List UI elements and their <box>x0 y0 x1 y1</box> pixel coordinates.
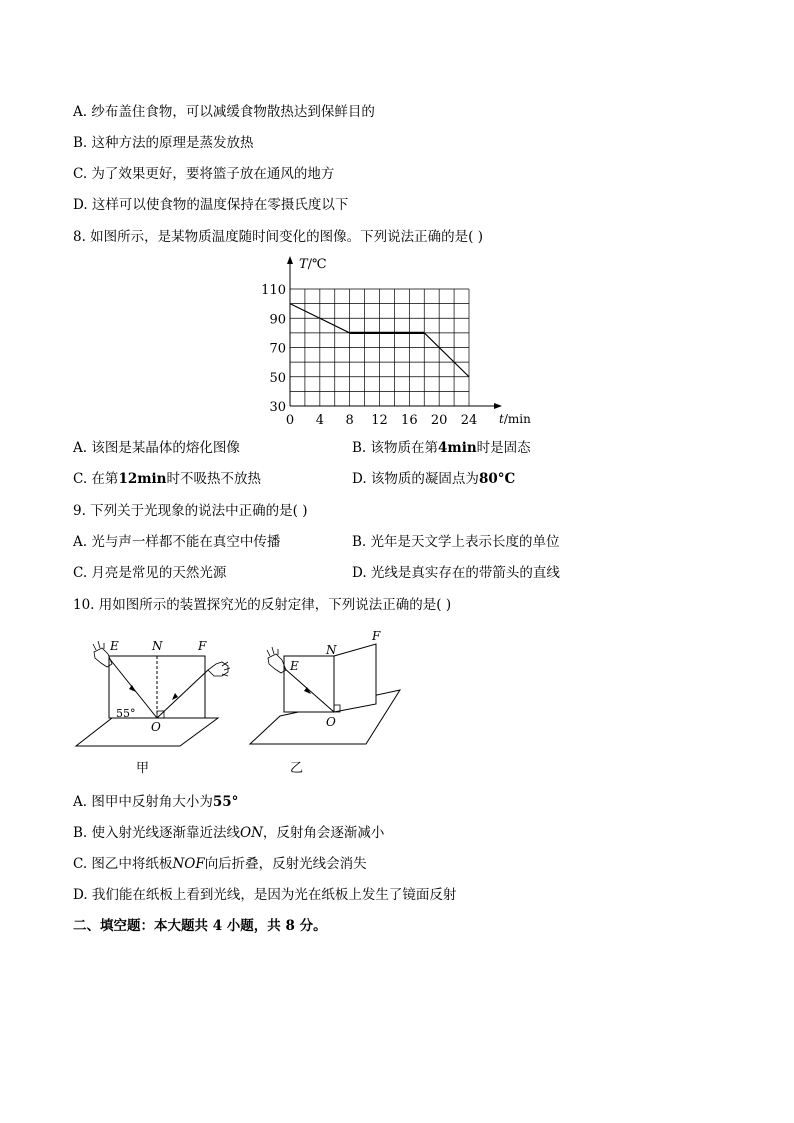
label-e: E <box>290 659 299 673</box>
label-angle: 55° <box>116 707 136 720</box>
q8-option-c: C. 在第12min时不吸热不放热 <box>73 471 261 487</box>
hand-right-icon <box>208 662 230 676</box>
q8-option-a: A. 该图是某晶体的熔化图像 <box>73 440 240 456</box>
label-n: N <box>326 643 337 657</box>
q7-option-c: C. 为了效果更好，要将篮子放在通风的地方 <box>73 166 335 182</box>
y-axis-label: T/℃ <box>299 257 327 272</box>
y-tick-label: 30 <box>269 400 286 415</box>
x-tick-label: 4 <box>315 413 324 428</box>
y-tick-label: 70 <box>269 341 286 357</box>
q9-option-d: D. 光线是真实存在的带箭头的直线 <box>352 565 560 581</box>
label-o: O <box>151 720 161 734</box>
label-e: E <box>110 639 119 653</box>
reflection-figure-jia <box>72 630 242 780</box>
x-axis-arrow <box>494 403 502 409</box>
x-tick-label: 8 <box>345 413 354 428</box>
label-n: N <box>152 639 163 653</box>
y-tick-label: 50 <box>269 370 286 386</box>
x-tick-label: 24 <box>460 413 478 428</box>
q7-option-b: B. 这种方法的原理是蒸发放热 <box>73 135 254 151</box>
y-axis-arrow <box>287 256 293 264</box>
x-tick-label: 16 <box>401 413 418 428</box>
q9-stem: 9. 下列关于光现象的说法中正确的是( ) <box>73 503 308 519</box>
label-f: F <box>198 639 207 653</box>
y-tick-label: 110 <box>261 283 286 298</box>
label-o: O <box>326 715 336 729</box>
q10-stem: 10. 用如图所示的装置探究光的反射定律，下列说法正确的是( ) <box>73 597 452 613</box>
caption-jia: 甲 <box>136 761 150 776</box>
q9-option-c: C. 月亮是常见的天然光源 <box>73 565 227 581</box>
x-tick-label: 0 <box>285 413 295 428</box>
chart-grid <box>290 289 469 406</box>
x-tick-label: 12 <box>371 413 388 428</box>
hand-icon <box>267 647 286 673</box>
label-f: F <box>372 629 381 643</box>
q7-option-d: D. 这样可以使食物的温度保持在零摄氏度以下 <box>73 197 349 213</box>
q9-option-b: B. 光年是天文学上表示长度的单位 <box>352 534 560 550</box>
y-tick-label: 90 <box>269 312 286 328</box>
q10-option-a: A. 图甲中反射角大小为55° <box>73 794 239 810</box>
section-2-heading: 二、填空题：本大题共 4 小题，共 8 分。 <box>73 918 327 934</box>
q8-option-d: D. 该物质的凝固点为80°C <box>352 471 516 487</box>
q10-option-d: D. 我们能在纸板上看到光线，是因为光在纸板上发生了镜面反射 <box>73 887 457 903</box>
q10-option-c: C. 图乙中将纸板NOF向后折叠，反射光线会消失 <box>73 856 367 872</box>
reflection-figure-yi <box>248 626 408 780</box>
x-tick-label: 20 <box>430 413 448 428</box>
x-axis-label: t/min <box>499 412 531 426</box>
q8-option-b: B. 该物质在第4min时是固态 <box>352 440 531 456</box>
temperature-time-chart <box>260 252 550 432</box>
q10-option-b: B. 使入射光线逐渐靠近法线ON，反射角会逐渐减小 <box>73 825 385 841</box>
q7-option-a: A. 纱布盖住食物，可以减缓食物散热达到保鲜目的 <box>73 104 375 120</box>
caption-yi: 乙 <box>290 761 304 776</box>
q9-option-a: A. 光与声一样都不能在真空中传播 <box>73 534 281 550</box>
q8-stem: 8. 如图所示，是某物质温度随时间变化的图像。下列说法正确的是( ) <box>73 229 483 245</box>
